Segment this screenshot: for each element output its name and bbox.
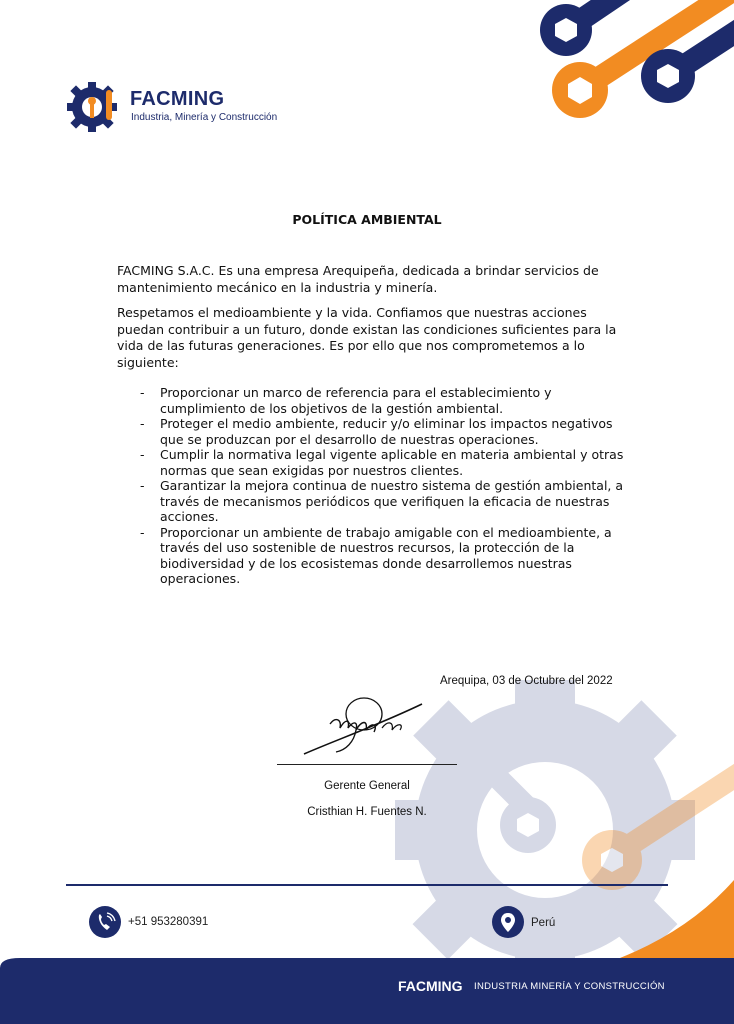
signer-name: Cristhian H. Fuentes N. [307, 806, 427, 818]
list-item: - Cumplir la normativa legal vigente aplicable en materia ambiental y otras normas que sean exigidas por nuestros clientes. [140, 447, 635, 478]
facming-logo-icon [66, 80, 124, 134]
list-item: - Proporcionar un marco de referencia para el establecimiento y cumplimiento de los objetivos de la gestión ambiental. [140, 385, 635, 416]
list-item: - Garantizar la mejora continua de nuestro sistema de gestión ambiental, a través de mecanismos periódicos que verifiquen la eficacia de nuestras acciones. [140, 478, 635, 525]
commitment-paragraph: Respetamos el medioambiente y la vida. Confiamos que nuestras acciones puedan contribuir a un futuro, donde existan las condiciones suficientes para la vida de las futuras generaciones. Es por ello que nos comprometemos a lo siguiente: [117, 305, 617, 370]
signature-line [277, 764, 457, 765]
signer-role: Gerente General [324, 780, 410, 792]
logo-name: FACMING [130, 88, 225, 110]
phone-number: +51 953280391 [128, 916, 209, 928]
list-item: - Proporcionar un ambiente de trabajo amigable con el medioambiente, a través del uso sostenible de nuestros recursos, la protección de la biodiversidad y de los ecosistemas donde desarrollemos nuestras operaciones. [140, 525, 635, 587]
footer-divider [66, 884, 668, 886]
footer-tagline: INDUSTRIA MINERÍA Y CONSTRUCCIÓN [474, 981, 665, 992]
signature [296, 690, 436, 760]
location-pin-icon [492, 906, 524, 938]
logo-subtitle: Industria, Minería y Construcción [131, 112, 278, 123]
location-text: Perú [531, 917, 556, 929]
footer-brand: FACMING [398, 978, 463, 994]
list-item: - Proteger el medio ambiente, reducir y/o eliminar los impactos negativos que se produzcan por el desarrollo de nuestras operaciones. [140, 416, 635, 447]
document-date: Arequipa, 03 de Octubre del 2022 [440, 675, 613, 687]
commitments-list [140, 385, 635, 587]
intro-paragraph: FACMING S.A.C. Es una empresa Arequipeña, dedicada a brindar servicios de mantenimiento mecánico en la industria y minería. [117, 263, 599, 295]
document-title: POLÍTICA AMBIENTAL [292, 212, 442, 227]
phone-icon [89, 906, 121, 938]
